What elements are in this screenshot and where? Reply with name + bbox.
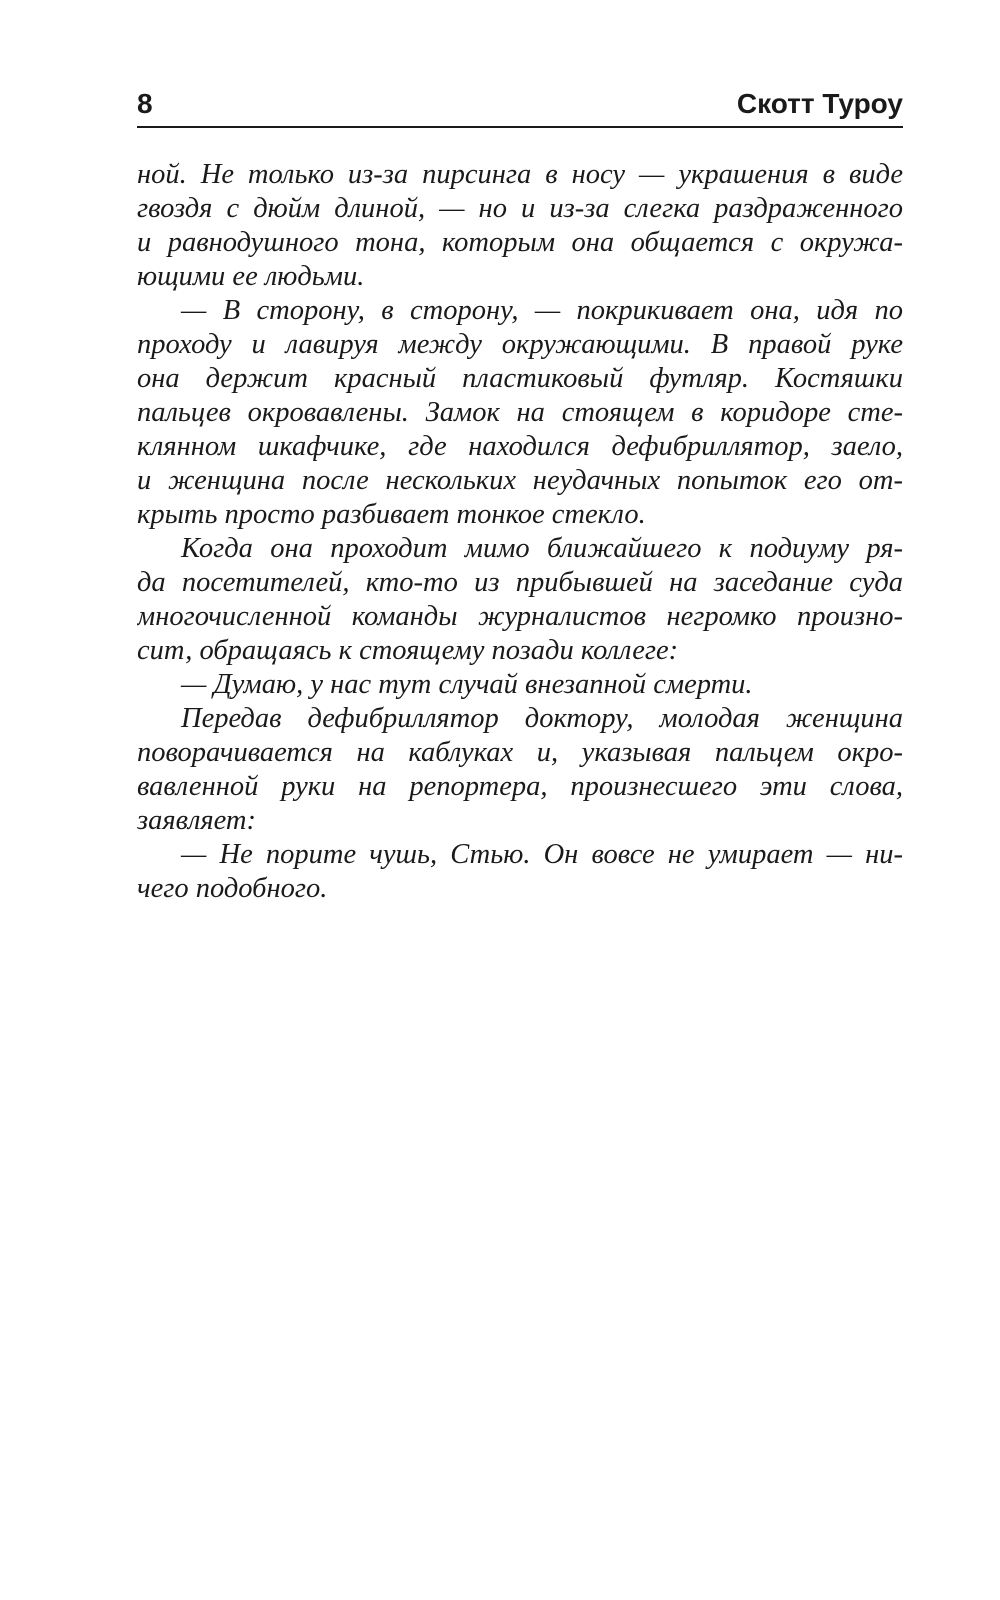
text-line: Когда она проходит мимо ближайшего к подиуму ря- <box>181 533 903 564</box>
text-line: пальцев окровавлены. Замок на стоящем в коридоре сте- <box>137 397 903 428</box>
text-line: она держит красный пластиковый футляр. Костяшки <box>137 363 903 394</box>
text-line: вавленной руки на репортера, произнесшего эти слова, <box>137 771 903 802</box>
text-line: заявляет: <box>137 805 257 836</box>
text-line: да посетителей, кто-то из прибывшей на заседание суда <box>137 567 903 598</box>
text-line: проходу и лавируя между окружающими. В правой руке <box>137 329 903 360</box>
text-line: — Не порите чушь, Стью. Он вовсе не умирает — ни- <box>181 839 903 870</box>
text-line: и женщина после нескольких неудачных попыток его от- <box>137 465 903 496</box>
text-line: ющими ее людьми. <box>137 261 365 292</box>
body-text <box>137 158 903 906</box>
text-line: сит, обращаясь к стоящему позади коллеге: <box>137 635 679 666</box>
page-header <box>137 86 903 128</box>
text-line: поворачивается на каблуках и, указывая пальцем окро- <box>137 737 903 768</box>
text-line: Передав дефибриллятор доктору, молодая женщина <box>181 703 903 734</box>
text-line: гвоздя с дюйм длиной, — но и из-за слегка раздраженного <box>137 193 903 224</box>
text-line: многочисленной команды журналистов негромко произно- <box>137 601 903 632</box>
text-line: и равнодушного тона, которым она общается с окружа- <box>137 227 903 258</box>
text-line: клянном шкафчике, где находился дефибриллятор, заело, <box>137 431 903 462</box>
text-line: — В сторону, в сторону, — покрикивает она, идя по <box>181 295 903 326</box>
text-line: — Думаю, у нас тут случай внезапной смерти. <box>181 669 753 700</box>
text-line: чего подобного. <box>137 873 328 904</box>
page-number: 8 <box>137 88 153 119</box>
running-title: Скотт Туроу <box>736 88 903 119</box>
text-line: крыть просто разбивает тонкое стекло. <box>137 499 646 530</box>
text-line: ной. Не только из-за пирсинга в носу — украшения в виде <box>137 159 903 190</box>
